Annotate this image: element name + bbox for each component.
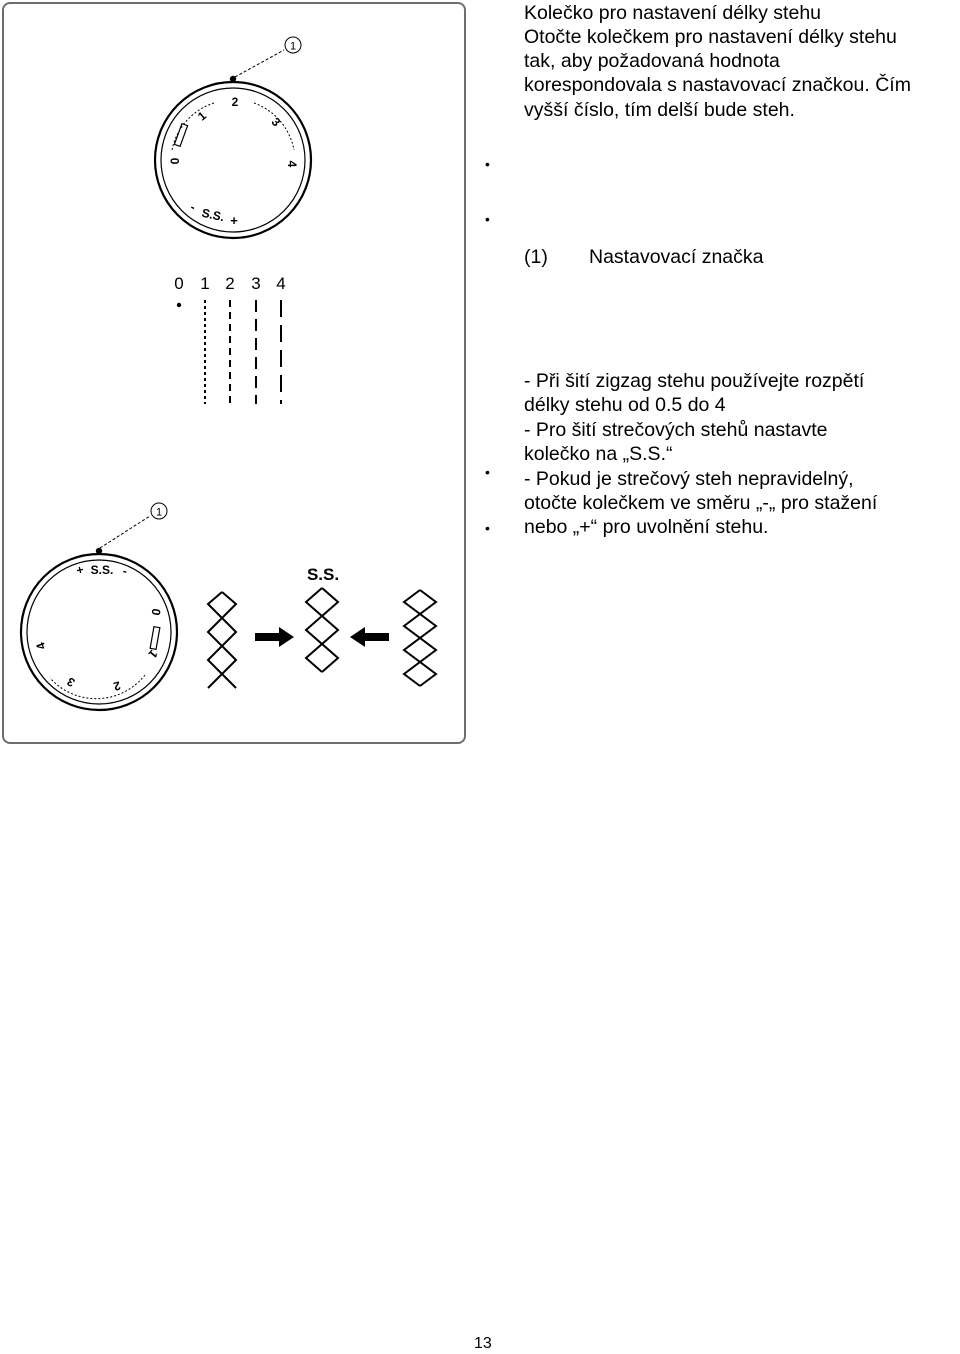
legend-label: Nastavovací značka xyxy=(589,246,764,268)
stretch-zone-marker xyxy=(174,124,187,147)
dial-number-0: 0 xyxy=(148,607,164,617)
dial-number-1: 1 xyxy=(194,108,210,124)
bullet-dot: • xyxy=(485,211,490,227)
scale-number-1: 1 xyxy=(200,274,210,293)
legend-number: (1) xyxy=(524,246,548,268)
note-line: - Při šití zigzag stehu používejte rozpětí xyxy=(524,370,865,392)
note-line: - Pokud je strečový steh nepravidelný, xyxy=(524,468,854,490)
dial-inner-ring xyxy=(161,88,305,232)
loose-stitch-pattern xyxy=(208,592,236,688)
scale-number-2: 2 xyxy=(225,274,235,293)
callout-number: 1 xyxy=(155,506,163,519)
section-title: Kolečko pro nastavení délky stehu xyxy=(524,2,822,24)
dial-number-4: 4 xyxy=(285,160,299,168)
callout-leader-line xyxy=(235,50,284,77)
dial-number-0: 0 xyxy=(168,157,182,165)
dial-plus-sign: + xyxy=(230,213,238,228)
ss-stitch-label: S.S. xyxy=(306,565,340,584)
bullet-dot: • xyxy=(485,464,490,480)
stretch-zone-marker xyxy=(150,627,160,650)
note-line: délky stehu od 0.5 do 4 xyxy=(524,394,726,416)
intro-line: tak, aby požadovaná hodnota xyxy=(524,50,780,72)
dial-plus-sign: + xyxy=(75,562,85,578)
note-line: nebo „+“ pro uvolnění stehu. xyxy=(524,516,769,538)
dial-number-4: 4 xyxy=(33,640,49,652)
dial-minus-sign: - xyxy=(188,199,198,215)
callout-number: 1 xyxy=(289,40,297,53)
intro-line: vyšší číslo, tím delší bude steh. xyxy=(524,99,795,121)
note-line: - Pro šití strečových stehů nastavte xyxy=(524,419,828,441)
intro-line: Otočte kolečkem pro nastavení délky stehu xyxy=(524,26,897,48)
dial-number-3: 3 xyxy=(268,114,284,130)
tight-stitch-pattern xyxy=(404,590,436,686)
bottom-dial-figure xyxy=(0,480,470,720)
scale-number-4: 4 xyxy=(276,274,286,293)
dial-number-1: 1 xyxy=(145,646,161,662)
bullet-dot: • xyxy=(485,520,490,536)
scale-number-0: 0 xyxy=(174,274,184,293)
page-number: 13 xyxy=(474,1335,492,1352)
normal-stitch-pattern xyxy=(306,588,338,672)
arrow-right-icon xyxy=(255,627,294,647)
note-line: otočte kolečkem ve směru „-„ pro stažení xyxy=(524,492,878,514)
dial-number-2: 2 xyxy=(111,678,123,694)
dial-number-2: 2 xyxy=(231,95,239,109)
top-dial-figure xyxy=(0,0,470,420)
stitch-sample-0 xyxy=(177,303,181,307)
dial-ss-label: S.S. xyxy=(90,563,114,577)
dial-ss-label: S.S. xyxy=(200,205,226,225)
intro-line: korespondovala s nastavovací značkou. Čím xyxy=(524,74,911,96)
scale-number-3: 3 xyxy=(251,274,261,293)
arrow-left-icon xyxy=(350,627,389,647)
bullet-dot: • xyxy=(485,156,490,172)
dial-inner-ring xyxy=(27,560,171,704)
dial-arc-ticks xyxy=(172,103,214,150)
dial-minus-sign: - xyxy=(121,563,129,579)
callout-leader-line xyxy=(100,516,150,548)
note-line: kolečko na „S.S.“ xyxy=(524,443,673,465)
dial-number-3: 3 xyxy=(64,674,78,690)
